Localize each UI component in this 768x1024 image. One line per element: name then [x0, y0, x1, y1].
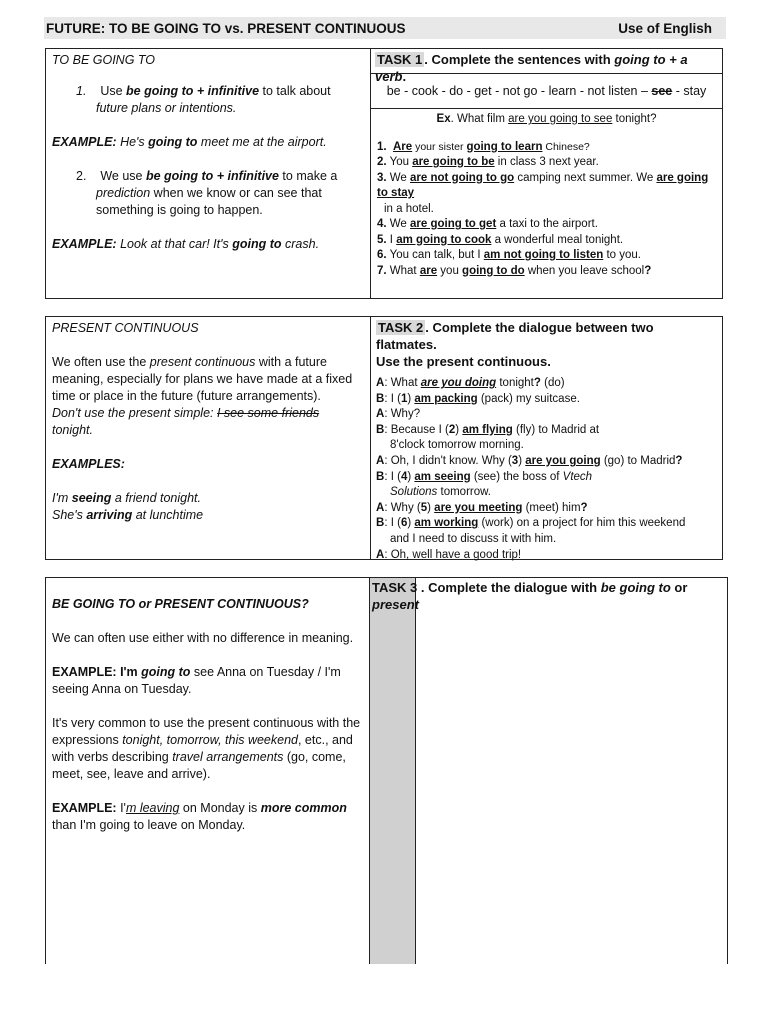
example: EXAMPLE: I'm going to see Anna on Tuesday / I'm seeing Anna on Tuesday.	[52, 665, 341, 696]
grammar-panel-present-continuous	[46, 317, 371, 559]
list-item: 1. Are your sister going to learn Chinese?	[377, 140, 590, 153]
task-1-panel	[371, 49, 722, 298]
paragraph: We can often use either with no difference in meaning.	[52, 631, 354, 645]
example-1: EXAMPLE: He's going to meet me at the airport.	[52, 135, 327, 149]
list-item: 7. What are you going to do when you leave school?	[377, 264, 652, 277]
dialogue-line: B: I (4) am seeing (see) the boss of Vtech	[376, 470, 593, 483]
section-heading: BE GOING TO or PRESENT CONTINUOUS?	[52, 597, 309, 611]
paragraph: It's very common to use the present continuous with the expressions tonight, tomorrow, this weekend, etc., and with verbs describing travel arrangements (go, come, meet, see, leave and arrive).	[52, 716, 361, 781]
rule-1: 1. Use be going to + infinitive to talk about future plans or intentions.	[76, 84, 331, 115]
task-3-panel	[370, 578, 727, 964]
list-item: 6. You can talk, but I am not going to listen to you.	[377, 249, 641, 261]
dialogue-continuation: and I need to discuss it with him.	[390, 532, 557, 545]
grammar-panel-comparison	[46, 578, 370, 964]
dialogue-line: A: Why?	[376, 408, 421, 421]
rule-2: 2. We use be going to + infinitive to make a prediction when we know or can see that something is going to happen.	[76, 169, 338, 217]
page-subject: Use of English	[618, 20, 712, 36]
section-comparison	[45, 577, 728, 964]
page-title: FUTURE: TO BE GOING TO vs. PRESENT CONTINUOUS	[46, 20, 406, 36]
grammar-panel-going-to	[46, 49, 371, 298]
list-item: 5. I am going to cook a wonderful meal tonight.	[377, 233, 624, 246]
paragraph: Don't use the present simple: I see some friends	[52, 406, 320, 420]
task-2-title: TASK 2 . Complete the dialogue between two flatmates.	[376, 320, 654, 352]
list-item-continuation: in a hotel.	[384, 202, 434, 215]
dialogue-line: A: Oh, well have a good trip!	[376, 548, 522, 561]
dialogue-line: A: What are you doing tonight? (do)	[376, 377, 565, 389]
task-1-title: TASK 1 . Complete the sentences with going to + a verb.	[375, 52, 688, 84]
example: She's arriving at lunchtime	[52, 508, 204, 522]
task-1-example: Ex. What film are you going to see tonight?	[436, 113, 657, 125]
dialogue-continuation: 8'clock tomorrow morning.	[390, 439, 524, 452]
dialogue-line: A: Oh, I didn't know. Why (3) are you going (go) to Madrid?	[376, 454, 683, 467]
example: EXAMPLE: I'm leaving on Monday is more common than I'm going to leave on Monday.	[52, 801, 347, 832]
task-2-panel	[371, 317, 722, 559]
list-item: 2. You are going to be in class 3 next year.	[377, 156, 599, 168]
paragraph: tonight.	[52, 423, 94, 437]
dialogue-line: A: Why (5) are you meeting (meet) him?	[376, 501, 588, 514]
verb-bank: be - cook - do - get - not go - learn - not listen – see - stay	[371, 73, 722, 109]
section-going-to	[45, 48, 723, 299]
list-item: 4. We are going to get a taxi to the airport.	[377, 218, 598, 230]
dialogue-line: B: Because I (2) am flying (fly) to Madrid at	[376, 423, 600, 436]
dialogue-line: B: I (6) am working (work) on a project for him this weekend	[376, 517, 686, 530]
dialogue-continuation: Solutions tomorrow.	[390, 486, 491, 499]
section-heading: PRESENT CONTINUOUS	[52, 321, 199, 335]
section-heading: TO BE GOING TO	[52, 53, 156, 67]
examples-label: EXAMPLES:	[52, 457, 125, 471]
section-present-continuous	[45, 316, 723, 560]
list-item: 3. We are not going to go camping next summer. We are going to stay	[377, 171, 709, 199]
dialogue-line: B: I (1) am packing (pack) my suitcase.	[376, 392, 580, 405]
example: I'm seeing a friend tonight.	[52, 491, 202, 505]
paragraph: We often use the present continuous with a future meaning, especially for plans we have made at a fixed time or place in the future (future arrangements).	[52, 355, 353, 403]
example-2: EXAMPLE: Look at that car! It's going to crash.	[52, 237, 320, 251]
task-3-title: TASK 3 . Complete the dialogue with be going to or present	[372, 580, 688, 612]
page-header	[44, 17, 726, 39]
task-2-subtitle: Use the present continuous.	[376, 354, 551, 369]
